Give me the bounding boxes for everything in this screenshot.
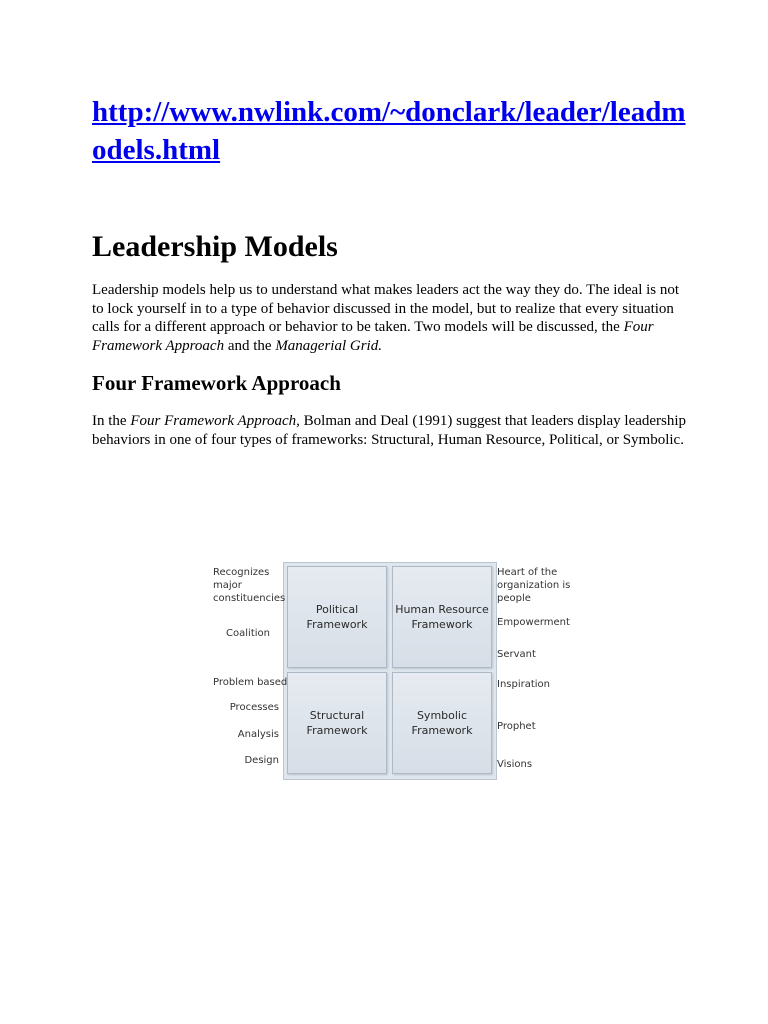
- page-title: Leadership Models: [92, 230, 338, 263]
- section-paragraph-text: Bolman and Deal (1991) suggest that leaders display leadership behaviors in one of four types of frameworks: Structural, Human Resource, Political, or Symbolic.: [92, 413, 687, 448]
- human-resource-framework-label: Human Resource Framework: [395, 603, 489, 631]
- political-framework-cell: [287, 566, 387, 668]
- left-label-problem-based: Problem based: [213, 677, 288, 688]
- section-emphasis: Four Framework Approach,: [130, 413, 300, 429]
- right-label-heart: Heart of the organization is people: [497, 567, 571, 604]
- right-label-prophet: Prophet: [497, 721, 536, 732]
- human-resource-framework-cell: [392, 566, 492, 668]
- structural-framework-label: Structural Framework: [306, 709, 368, 737]
- right-label-visions: Visions: [497, 759, 533, 770]
- intro-paragraph: [92, 281, 692, 355]
- intro-text: Leadership models help us to understand what makes leaders act the way they do. The ideal is not to lock yourself in to a type of behavior discussed in the model, but to realize that every situation calls for a different approach or behavior to be taken. Two models will be discussed, the: [92, 282, 680, 335]
- framework-grid: [283, 562, 497, 780]
- right-label-empowerment: Empowerment: [497, 617, 570, 628]
- left-label-processes: Processes: [229, 702, 279, 713]
- left-label-coalition: Coalition: [226, 628, 270, 639]
- four-framework-diagram: [205, 560, 575, 780]
- source-url-link[interactable]: http://www.nwlink.com/~donclark/leader/leadmodels.html: [92, 96, 686, 166]
- section-title: Four Framework Approach: [92, 371, 341, 395]
- symbolic-framework-cell: [392, 672, 492, 774]
- right-label-inspiration: Inspiration: [497, 679, 551, 690]
- intro-emphasis-four-framework: Four Framework Approach: [92, 319, 654, 354]
- left-label-recognizes: Recognizes major constituencies: [213, 567, 286, 604]
- political-framework-label: Political Framework: [306, 603, 368, 631]
- intro-text-and: and the: [224, 337, 276, 354]
- section-paragraph-prefix: In the: [92, 413, 131, 429]
- left-label-design: Design: [244, 755, 279, 766]
- right-label-servant: Servant: [497, 649, 536, 660]
- intro-emphasis-managerial-grid: Managerial Grid.: [275, 337, 382, 354]
- symbolic-framework-label: Symbolic Framework: [411, 709, 473, 737]
- section-paragraph: [92, 412, 692, 449]
- structural-framework-cell: [287, 672, 387, 774]
- left-label-analysis: Analysis: [237, 729, 279, 740]
